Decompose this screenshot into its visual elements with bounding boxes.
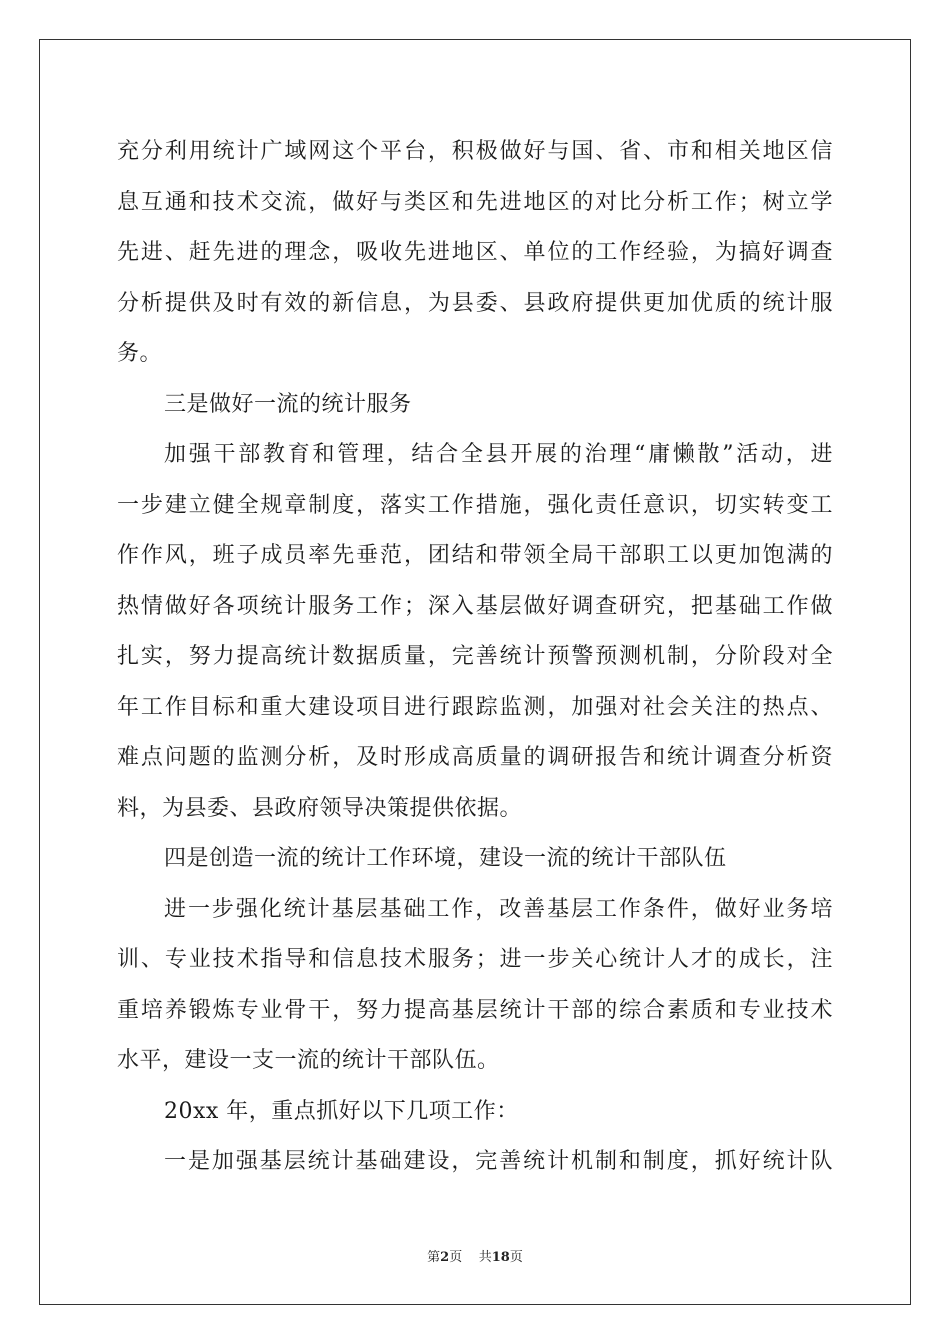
text-line: 进一步强化统计基层基础工作，改善基层工作条件，做好业务培 [164,896,833,922]
page-footer [0,1246,950,1265]
text-line: 一步建立健全规章制度，落实工作措施，强化责任意识，切实转变工 [117,492,833,518]
text-line: 一是加强基层统计基础建设，完善统计机制和制度，抓好统计队 [164,1149,833,1174]
text-line: 充分利用统计广域网这个平台，积极做好与国、省、市和相关地区信 [117,139,833,164]
page-number: 2 [440,1250,450,1265]
text-line: 息互通和技术交流，做好与类区和先进地区的对比分析工作；树立学 [117,189,833,215]
text-line: 作作风，班子成员率先垂范，团结和带领全局干部职工以更加饱满的 [117,543,833,568]
page-suffix: 页 [449,1250,463,1265]
document-body [117,127,833,1188]
text-line: 料，为县委、县政府领导决策提供依据。 [117,795,523,821]
text-line: 重培养锻炼专业骨干，努力提高基层统计干部的综合素质和专业技术 [117,997,833,1023]
section-heading: 四是创造一流的统计工作环境，建设一流的统计干部队伍 [164,846,727,871]
text-line: 年工作目标和重大建设项目进行跟踪监测，加强对社会关注的热点、 [117,694,833,720]
text-line: 20xx 年，重点抓好以下几项工作： [164,1098,519,1124]
text-line: 分析提供及时有效的新信息，为县委、县政府提供更加优质的统计服 [117,290,833,316]
text-line: 务。 [117,341,163,366]
total-suffix: 页 [509,1250,523,1265]
text-line: 加强干部教育和管理，结合全县开展的治理“庸懒散”活动，进 [164,442,833,467]
text-line: 扎实，努力提高统计数据质量，完善统计预警预测机制，分阶段对全 [117,644,833,669]
text-line: 热情做好各项统计服务工作；深入基层做好调查研究，把基础工作做 [117,593,833,619]
text-line: 训、专业技术指导和信息技术服务；进一步关心统计人才的成长，注 [117,947,833,972]
total-prefix: 共 [478,1250,492,1265]
text-line: 水平，建设一支一流的统计干部队伍。 [117,1048,500,1073]
page-prefix: 第 [427,1250,441,1265]
text-line: 难点问题的监测分析，及时形成高质量的调研报告和统计调查分析资 [117,745,833,770]
section-heading: 三是做好一流的统计服务 [164,391,412,417]
text-line: 先进、赶先进的理念，吸收先进地区、单位的工作经验，为搞好调查 [117,240,833,265]
total-pages: 18 [491,1250,510,1265]
